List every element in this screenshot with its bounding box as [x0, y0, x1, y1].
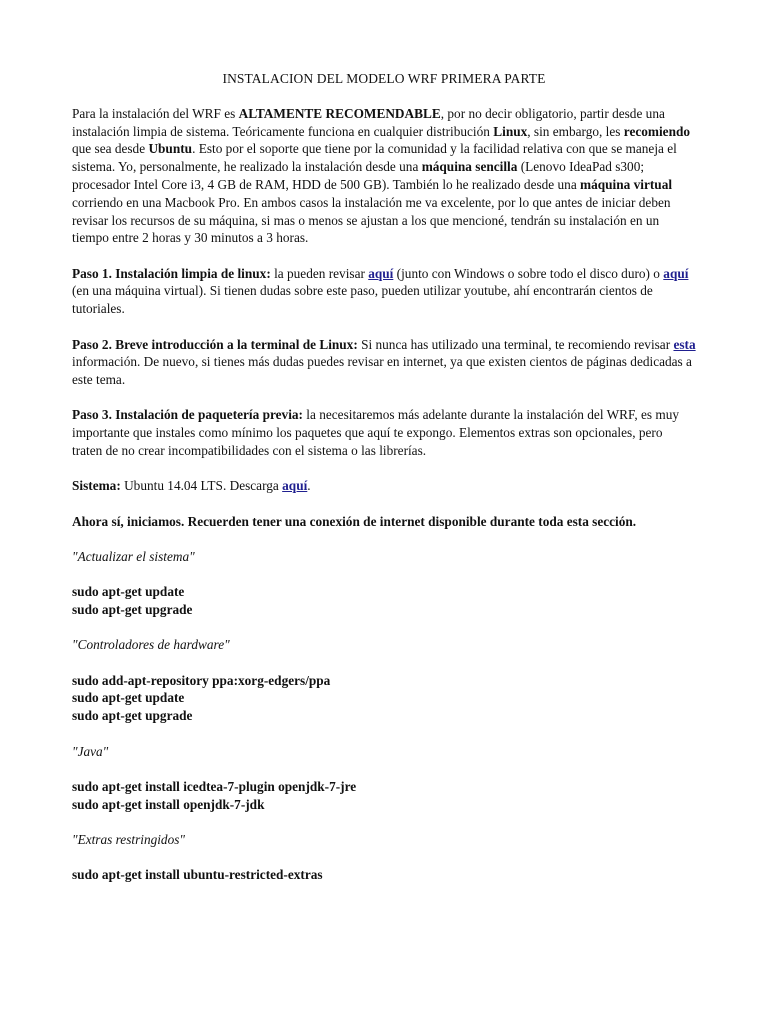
command-line: sudo add-apt-repository ppa:xorg-edgers/ppa [72, 672, 331, 688]
paso2-text: Si nunca has utilizado una terminal, te recomiendo revisar [357, 336, 674, 352]
intro-text: (Lenovo IdeaPad s300; procesador Intel Core i3, 4 GB de RAM, HDD de 500 GB). También lo he realizado desde una [72, 159, 645, 192]
intro-text: Para la instalación del WRF es [72, 105, 239, 121]
page-title: INSTALACION DEL MODELO WRF PRIMERA PARTE [222, 71, 546, 86]
paso1-text: (en una máquina virtual). Si tienen dudas sobre este paso, pueden utilizar youtube, ahí encontrarán cientos de tutoriales. [72, 283, 653, 317]
sistema-label: Sistema: [72, 478, 121, 494]
intro-bold: máquina sencilla [421, 159, 518, 175]
intro-paragraph [72, 105, 696, 247]
paso2-paragraph [72, 336, 696, 389]
intro-text: , sin embargo, les [527, 123, 624, 139]
command-block [72, 866, 696, 884]
command-line: sudo apt-get install openjdk-7-jdk [72, 796, 265, 812]
intro-text: que sea desde [72, 141, 149, 157]
section-comment: "Extras restringidos" [72, 831, 185, 847]
paso3-text: la necesitaremos más adelante durante la instalación del WRF, es muy importante que instales como mínimo los paquetes que aquí te expongo. Elementos extras son opcionales, pero traten de no crear incompatibilidades con el sistema o las librerías. [72, 407, 680, 459]
intro-text: . Esto por el soporte que tiene por la comunidad y la facilidad relativa con que se maneja el sistema. Yo, personalmente, he realizado la instalación desde una [72, 141, 677, 175]
paso1-text: (junto con Windows o sobre todo el disco duro) o [393, 265, 664, 281]
paso2-link-terminal[interactable]: esta [673, 336, 696, 352]
section-comment: "Actualizar el sistema" [72, 548, 195, 564]
paso3-heading: Paso 3. Instalación de paquetería previa: [72, 407, 303, 423]
command-line: sudo apt-get update [72, 690, 185, 706]
section-comment: "Java" [72, 743, 109, 759]
command-block [72, 778, 696, 814]
paso1-link-virtual[interactable]: aquí [663, 265, 689, 281]
intro-bold: Linux [493, 123, 528, 139]
command-line: sudo apt-get update [72, 584, 185, 600]
paso2-heading: Paso 2. Breve introducción a la terminal de Linux: [72, 336, 358, 352]
intro-bold: ALTAMENTE RECOMENDABLE [238, 105, 441, 121]
intro-bold: Ubuntu [148, 141, 193, 157]
command-line: sudo apt-get install ubuntu-restricted-extras [72, 867, 323, 883]
paso3-paragraph [72, 406, 696, 459]
command-line: sudo apt-get upgrade [72, 602, 193, 618]
command-block [72, 672, 696, 725]
command-line: sudo apt-get install icedtea-7-plugin openjdk-7-jre [72, 778, 357, 794]
command-block [72, 583, 696, 619]
sistema-download-link[interactable]: aquí [282, 478, 308, 494]
paso1-text: la pueden revisar [270, 265, 369, 281]
sistema-text: . [307, 478, 311, 494]
document-page [72, 70, 696, 902]
ahora-paragraph [72, 513, 696, 531]
command-line: sudo apt-get upgrade [72, 708, 193, 724]
intro-text: , por no decir obligatorio, partir desde una instalación limpia de sistema. Teóricamente funciona en cualquier distribución [72, 105, 665, 139]
paso1-heading: Paso 1. Instalación limpia de linux: [72, 265, 271, 281]
intro-bold: máquina virtual [580, 176, 673, 192]
sistema-paragraph [72, 477, 696, 495]
paso1-paragraph [72, 265, 696, 318]
ahora-text: Ahora sí, iniciamos. Recuerden tener una conexión de internet disponible durante toda esta sección. [72, 513, 637, 529]
paso1-link-windows[interactable]: aquí [368, 265, 394, 281]
intro-bold: recomiendo [623, 123, 691, 139]
section-comment: "Controladores de hardware" [72, 637, 230, 653]
intro-text: corriendo en una Macbook Pro. En ambos casos la instalación me va excelente, por lo que antes de iniciar deben revisar los recursos de su máquina, si mas o menos se ajustan a los que mencioné, tendrán su instalación en un tiempo entre 2 horas y 30 minutos a 3 horas. [72, 194, 671, 246]
sistema-text: Ubuntu 14.04 LTS. Descarga [120, 478, 283, 494]
paso2-text: información. De nuevo, si tienes más dudas puedes revisar en internet, ya que existen cientos de páginas dedicadas a este tema. [72, 354, 692, 388]
